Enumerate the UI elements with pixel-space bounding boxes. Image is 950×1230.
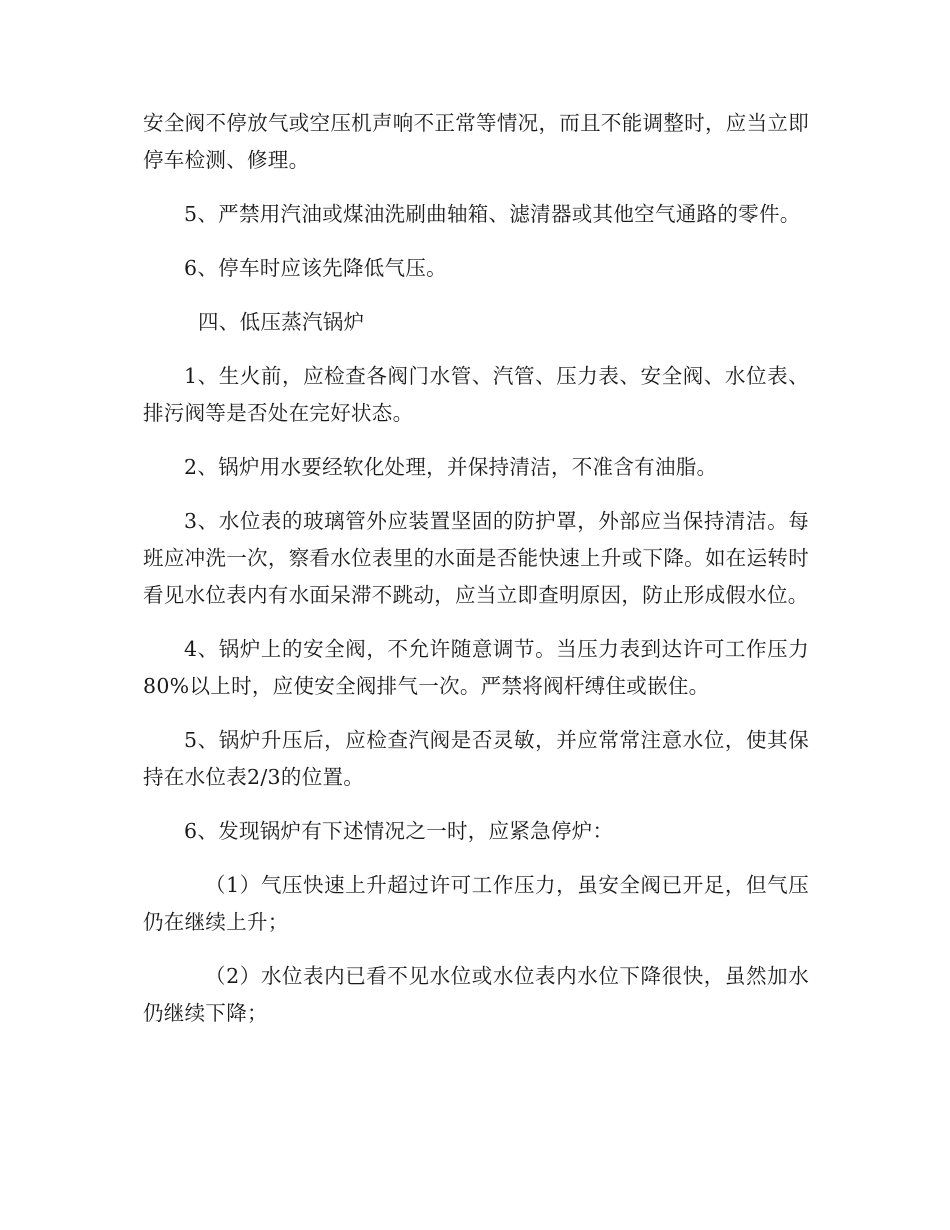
paragraph-item-6-boiler: 6、发现锅炉有下述情况之一时，应紧急停炉： <box>184 819 614 843</box>
sub-item-1: （1）气压快速上升超过许可工作压力，虽安全阀已开足，但气压仍在继续上升； <box>143 873 809 934</box>
paragraph-item-5-compressor: 5、严禁用汽油或煤油洗刷曲轴箱、滤清器或其他空气通路的零件。 <box>184 202 801 226</box>
paragraph-continuation: 安全阀不停放气或空压机声响不正常等情况，而且不能调整时，应当立即停车检测、修理。 <box>143 111 809 172</box>
sub-item-2: （2）水位表内已看不见水位或水位表内水位下降很快，虽然加水仍继续下降； <box>143 964 809 1025</box>
paragraph-item-5-boiler: 5、锅炉升压后，应检查汽阀是否灵敏，并应常常注意水位，使其保持在水位表2/3的位置。 <box>143 728 809 789</box>
paragraph-item-4-boiler: 4、锅炉上的安全阀，不允许随意调节。当压力表到达许可工作压力80%以上时，应使安全阀排气一次。严禁将阀杆缚住或嵌住。 <box>143 637 809 698</box>
paragraph-item-6-compressor: 6、停车时应该先降低气压。 <box>184 256 447 280</box>
paragraph-item-2-boiler: 2、锅炉用水要经软化处理，并保持清洁，不准含有油脂。 <box>184 455 718 479</box>
document-body <box>143 105 809 1049</box>
paragraph-item-1-boiler: 1、生火前，应检查各阀门水管、汽管、压力表、安全阀、水位表、排污阀等是否处在完好状态。 <box>143 364 809 425</box>
paragraph-item-3-boiler: 3、水位表的玻璃管外应装置坚固的防护罩，外部应当保持清洁。每班应冲洗一次，察看水位表里的水面是否能快速上升或下降。如在运转时看见水位表内有水面呆滞不跳动，应当立即查明原因，防止形成假水位。 <box>143 509 809 607</box>
section-heading-boiler: 四、低压蒸汽锅炉 <box>198 310 365 334</box>
